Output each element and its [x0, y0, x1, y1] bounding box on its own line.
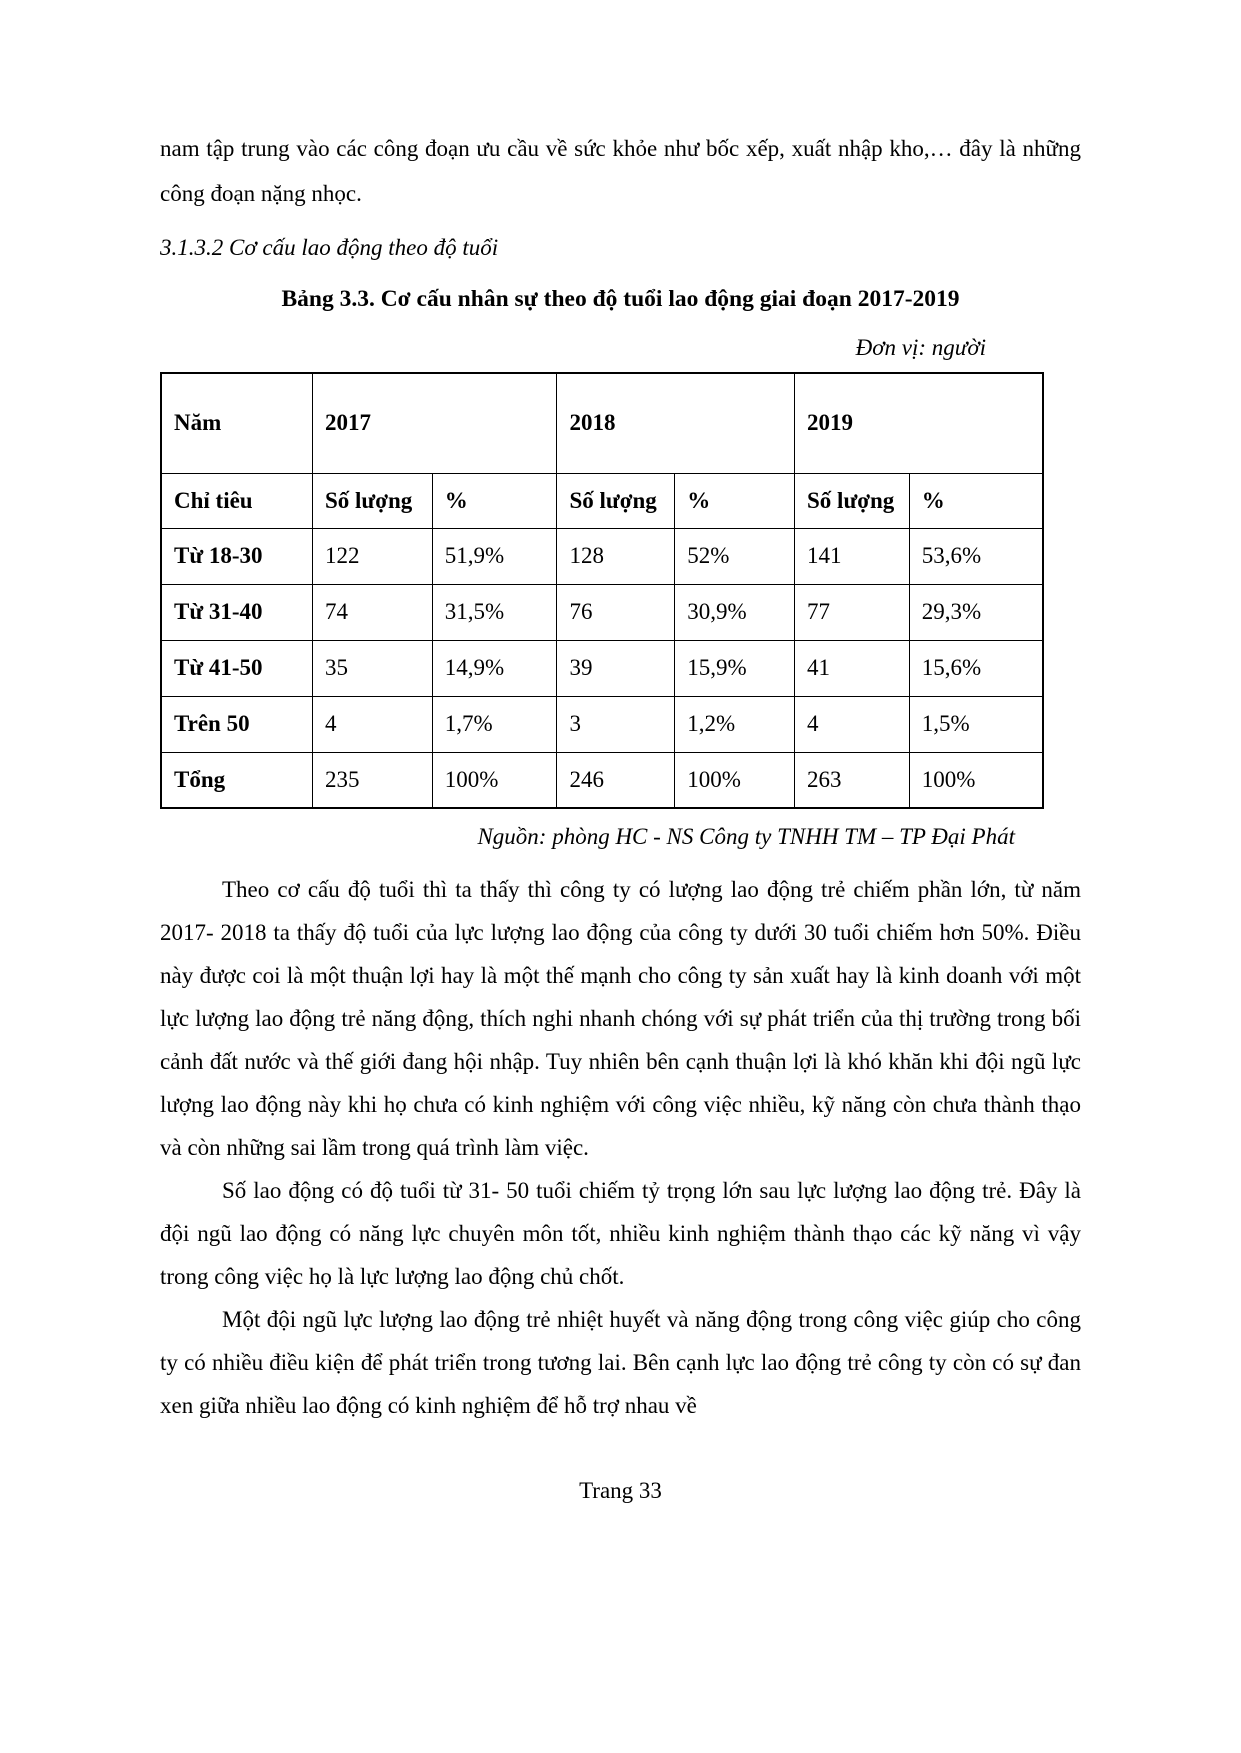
table-cell: 35 — [313, 640, 433, 696]
table-cell: 4 — [795, 696, 910, 752]
table-row — [161, 696, 1043, 752]
table-row — [161, 640, 1043, 696]
intro-paragraph: nam tập trung vào các công đoạn ưu cầu về sức khỏe như bốc xếp, xuất nhập kho,… đây là những công đoạn nặng nhọc. — [160, 136, 1081, 206]
source-note: Nguồn: phòng HC - NS Công ty TNHH TM – TP Đại Phát — [477, 824, 1015, 849]
table-row — [161, 584, 1043, 640]
table-cell: 15,6% — [909, 640, 1043, 696]
table-cell: 1,2% — [675, 696, 795, 752]
table-header-chi-tieu: Chỉ tiêu — [161, 473, 313, 528]
page-number: Trang 33 — [579, 1478, 662, 1503]
table-cell: 74 — [313, 584, 433, 640]
table-cell: 1,7% — [432, 696, 557, 752]
table-header-so-luong: Số lượng — [313, 473, 433, 528]
table-cell: 76 — [557, 584, 675, 640]
table-header-year-2017: 2017 — [313, 373, 557, 473]
table-subheader-row — [161, 473, 1043, 528]
row-label: Tổng — [161, 752, 313, 808]
table-cell: 15,9% — [675, 640, 795, 696]
table-cell: 51,9% — [432, 528, 557, 584]
table-cell: 4 — [313, 696, 433, 752]
table-cell: 39 — [557, 640, 675, 696]
table-header-so-luong: Số lượng — [557, 473, 675, 528]
table-cell: 122 — [313, 528, 433, 584]
table-cell: 263 — [795, 752, 910, 808]
table-cell: 31,5% — [432, 584, 557, 640]
table-cell: 29,3% — [909, 584, 1043, 640]
table-header-nam: Năm — [161, 373, 313, 473]
table-cell: 52% — [675, 528, 795, 584]
body-paragraph: Một đội ngũ lực lượng lao động trẻ nhiệt huyết và năng động trong công việc giúp cho công ty có nhiều điều kiện để phát triển trong tương lai. Bên cạnh lực lao động trẻ công ty còn có sự đan xen giữa nhiều lao động có kinh nghiệm để hỗ trợ nhau về — [160, 1307, 1081, 1418]
table-cell: 1,5% — [909, 696, 1043, 752]
table-header-so-luong: Số lượng — [795, 473, 910, 528]
table-header-percent: % — [432, 473, 557, 528]
table-cell: 128 — [557, 528, 675, 584]
table-year-header-row — [161, 373, 1043, 473]
row-label: Trên 50 — [161, 696, 313, 752]
table-cell: 53,6% — [909, 528, 1043, 584]
row-label: Từ 18-30 — [161, 528, 313, 584]
table-cell: 100% — [675, 752, 795, 808]
table-cell: 100% — [432, 752, 557, 808]
row-label: Từ 41-50 — [161, 640, 313, 696]
row-label: Từ 31-40 — [161, 584, 313, 640]
table-cell: 30,9% — [675, 584, 795, 640]
body-paragraph: Số lao động có độ tuổi từ 31- 50 tuổi chiếm tỷ trọng lớn sau lực lượng lao động trẻ. Đây là đội ngũ lao động có năng lực chuyên môn tốt, nhiều kinh nghiệm thành thạo các kỹ năng vì vậy trong công việc họ là lực lượng lao động chủ chốt. — [160, 1178, 1081, 1289]
table-header-year-2018: 2018 — [557, 373, 795, 473]
table-title: Bảng 3.3. Cơ cấu nhân sự theo độ tuổi lao động giai đoạn 2017-2019 — [281, 286, 960, 312]
table-cell: 14,9% — [432, 640, 557, 696]
unit-note: Đơn vị: người — [855, 335, 986, 360]
table-cell: 100% — [909, 752, 1043, 808]
body-paragraph: Theo cơ cấu độ tuổi thì ta thấy thì công ty có lượng lao động trẻ chiếm phần lớn, từ năm 2017- 2018 ta thấy độ tuổi của lực lượng lao động của công ty dưới 30 tuổi chiếm hơn 50%. Điều này được coi là một thuận lợi hay là một thế mạnh cho công ty sản xuất hay là kinh doanh với một lực lượng lao động trẻ năng động, thích nghi nhanh chóng với sự phát triển của thị trường trong bối cảnh đất nước và thế giới đang hội nhập. Tuy nhiên bên cạnh thuận lợi là khó khăn khi đội ngũ lực lượng lao động này khi họ chưa có kinh nghiệm với công việc nhiều, kỹ năng còn chưa thành thạo và còn những sai lầm trong quá trình làm việc. — [160, 877, 1081, 1160]
table-header-year-2019: 2019 — [795, 373, 1043, 473]
table-cell: 246 — [557, 752, 675, 808]
section-heading: 3.1.3.2 Cơ cấu lao động theo độ tuổi — [160, 235, 499, 260]
table-header-percent: % — [909, 473, 1043, 528]
table-cell: 3 — [557, 696, 675, 752]
table-cell: 41 — [795, 640, 910, 696]
table-cell: 235 — [313, 752, 433, 808]
table-row — [161, 752, 1043, 808]
table-header-percent: % — [675, 473, 795, 528]
table-row — [161, 528, 1043, 584]
age-structure-table — [160, 372, 1044, 809]
table-cell: 141 — [795, 528, 910, 584]
table-cell: 77 — [795, 584, 910, 640]
